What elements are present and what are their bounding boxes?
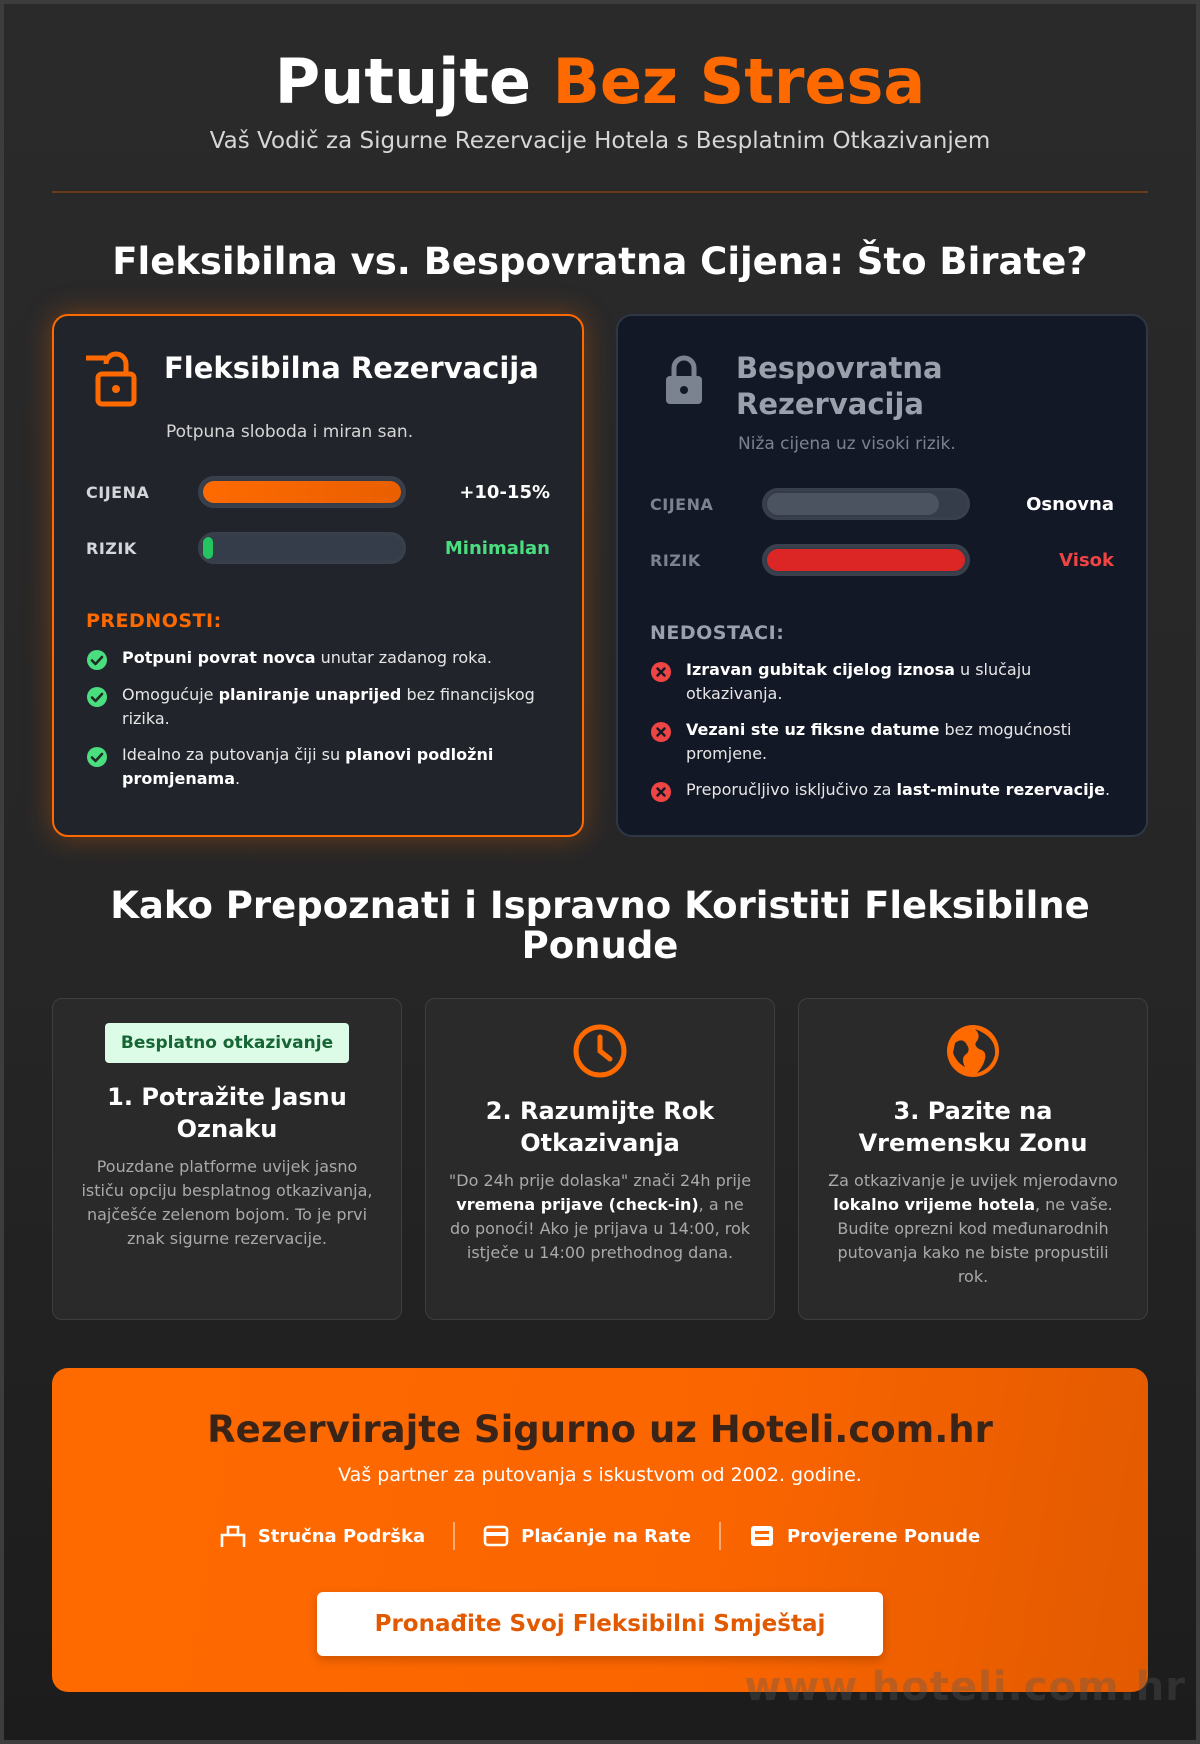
disadvantage-item: [650, 718, 1114, 766]
risk-track: [198, 532, 406, 564]
flexible-card-title: Fleksibilna Rezervacija: [164, 351, 539, 385]
feature-label: Stručna Podrška: [257, 1525, 426, 1547]
advantage-item: [86, 683, 550, 731]
advantages-list: [86, 646, 550, 791]
flexible-price-meter: [86, 476, 550, 508]
tip-text: Pouzdane platforme uvijek jasno ističu opciju besplatnog otkazivanja, najčešće zelenom bojom. To je prvi znak sigurne rezervacije.: [81, 1157, 373, 1248]
tip-title: 2. Razumijte Rok Otkazivanja: [485, 1097, 715, 1157]
price-track: [198, 476, 406, 508]
check-circle-icon: [86, 686, 108, 708]
disadvantage-item: [650, 658, 1114, 706]
unlock-icon: [86, 350, 146, 410]
feature-label: Plaćanje na Rate: [521, 1525, 691, 1547]
flexible-risk-meter: [86, 532, 550, 564]
item-text: Preporučljivo isključivo za last-minute rezervacije.: [686, 780, 1111, 799]
disadvantages-list: [650, 658, 1114, 803]
feature-verified: [749, 1523, 980, 1549]
item-text: Omogućuje planiranje unaprijed bez financijskog rizika.: [122, 685, 535, 728]
flexible-card-header: [86, 350, 550, 410]
risk-fill: [767, 549, 965, 571]
cta-title: Rezervirajte Sigurno uz Hoteli.com.hr: [207, 1408, 993, 1451]
risk-fill: [203, 537, 213, 559]
x-circle-icon: [650, 661, 672, 683]
risk-label: RIZIK: [650, 550, 701, 570]
find-accommodation-button[interactable]: Pronađite Svoj Fleksibilni Smještaj: [317, 1592, 883, 1656]
price-label: CIJENA: [650, 494, 714, 514]
risk-value: Visok: [1059, 549, 1114, 571]
title-part-1: Putujte: [274, 45, 532, 118]
cta-subtitle: Vaš partner za putovanja s iskustvom od 2002. godine.: [338, 1464, 862, 1486]
verified-offer-icon: [749, 1523, 775, 1549]
cta-features: [52, 1522, 1148, 1550]
support-icon: [220, 1523, 246, 1549]
tip-card-3: [798, 998, 1148, 1320]
flexible-card-tagline: Potpuna sloboda i miran san.: [166, 422, 414, 442]
globe-icon: [945, 1023, 1001, 1079]
x-circle-icon: [650, 721, 672, 743]
compare-section-title: Fleksibilna vs. Bespovratna Cijena: Što Birate?: [112, 240, 1088, 283]
price-value: +10-15%: [459, 481, 550, 503]
item-text: Vezani ste uz fiksne datume bez mogućnosti promjene.: [686, 720, 1072, 763]
tip-text: Za otkazivanje je uvijek mjerodavno lokalno vrijeme hotela, ne vaše. Budite oprezni kod međunarodnih putovanja kako ne biste propustili rok.: [828, 1171, 1118, 1286]
flexible-card: [52, 314, 584, 837]
feature-support: [220, 1523, 425, 1549]
nonrefundable-card-tagline: Niža cijena uz visoki rizik.: [738, 434, 956, 454]
x-circle-icon: [650, 781, 672, 803]
feature-label: Provjerene Ponude: [786, 1525, 981, 1547]
check-circle-icon: [86, 746, 108, 768]
tips-section-title: Kako Prepoznati i Ispravno Koristiti Fleksibilne Ponude: [110, 884, 1090, 967]
price-fill: [767, 493, 939, 515]
price-label: CIJENA: [86, 482, 150, 502]
free-cancellation-badge: Besplatno otkazivanje: [105, 1023, 349, 1063]
tip-title: 3. Pazite na Vremensku Zonu: [858, 1097, 1088, 1157]
nonrefundable-card-header: [650, 350, 1114, 422]
tip-text: "Do 24h prije dolaska" znači 24h prije vremena prijave (check-in), a ne do ponoći! Ako je prijava u 14:00, rok istječe u 14:00 prethodnog dana.: [448, 1171, 752, 1262]
tip-card-2: [425, 998, 775, 1320]
advantage-item: [86, 743, 550, 791]
credit-card-icon: [483, 1523, 509, 1549]
item-text: Izravan gubitak cijelog iznosa u slučaju otkazivanja.: [686, 660, 1032, 703]
risk-track: [762, 544, 970, 576]
page-title: [52, 46, 1148, 118]
disadvantage-item: [650, 778, 1114, 803]
lock-icon: [654, 350, 714, 410]
tip-card-1: [52, 998, 402, 1320]
advantage-item: [86, 646, 550, 671]
feature-separator: [719, 1522, 721, 1550]
item-text: Idealno za putovanja čiji su planovi podložni promjenama.: [122, 745, 494, 788]
price-value: Osnovna: [1026, 493, 1114, 515]
item-text: Potpuni povrat novca unutar zadanog roka.: [122, 648, 493, 667]
risk-value: Minimalan: [444, 537, 550, 559]
tip-title: 1. Potražite Jasnu Oznaku: [107, 1083, 347, 1143]
clock-icon: [572, 1023, 628, 1079]
disadvantages-title: NEDOSTACI:: [650, 622, 785, 644]
page-subtitle: Vaš Vodič za Sigurne Rezervacije Hotela s Besplatnim Otkazivanjem: [209, 128, 991, 154]
risk-label: RIZIK: [86, 538, 137, 558]
check-circle-icon: [86, 649, 108, 671]
price-track: [762, 488, 970, 520]
cta-banner: [52, 1368, 1148, 1692]
feature-installments: [483, 1523, 691, 1549]
feature-separator: [453, 1522, 455, 1550]
title-part-2: Bez Stresa: [552, 45, 926, 118]
advantages-title: PREDNOSTI:: [86, 610, 222, 632]
price-fill: [203, 481, 401, 503]
site-watermark: www.hoteli.com.hr: [744, 1664, 1186, 1710]
nonrefundable-card-title: Bespovratna Rezervacija: [736, 351, 943, 421]
nonrefundable-risk-meter: [650, 544, 1114, 576]
nonrefundable-card: [616, 314, 1148, 837]
header-divider: [52, 191, 1148, 193]
nonrefundable-price-meter: [650, 488, 1114, 520]
